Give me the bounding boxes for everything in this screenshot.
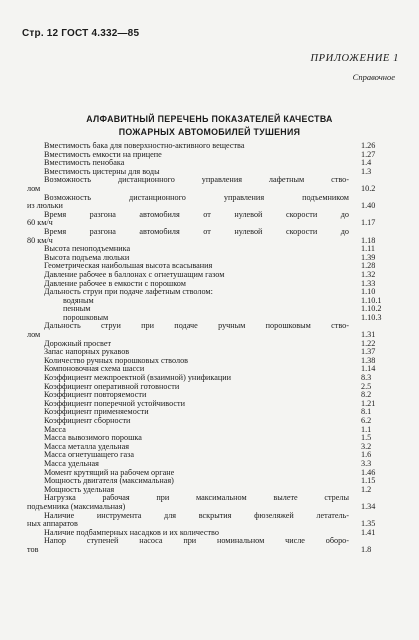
index-row [0,426,419,435]
index-row [0,460,419,469]
index-row-reference: 1.32 [361,269,376,279]
index-row [0,512,419,521]
index-row [0,391,419,400]
index-row-reference: 1.26 [361,141,376,150]
index-row-label: Мощность двигателя (максимальная) [44,477,174,486]
index-row [0,194,419,203]
appendix-title: ПРИЛОЖЕНИЕ 1 [310,53,399,64]
index-row [0,314,419,323]
index-row [0,176,419,185]
index-row [0,237,419,246]
index-row-label: Коэффициент сборности [44,417,131,425]
index-row [0,151,419,160]
index-row-label: Время разгона автомобиля от нулевой скорости до [44,210,349,219]
index-row-label: 80 км/ч [27,236,53,245]
index-row-reference: 3.2 [361,441,372,451]
index-row-label: Коэффициент применяемости [44,408,149,417]
index-row-label: Масса [44,425,66,434]
index-row [0,400,419,409]
index-row-reference: 1.17 [361,218,376,228]
index-row-label: Коэффициент оперативной готовности [44,382,180,391]
index-row [0,254,419,263]
index-row-label: лом [27,331,41,340]
index-row-reference: 6.2 [361,416,372,425]
index-row-label: лом [27,184,41,193]
index-row [0,331,419,340]
index-row-reference: 1.6 [361,450,372,460]
index-row [0,142,419,151]
index-row [0,297,419,306]
index-row [0,494,419,503]
index-row-reference: 1.31 [361,330,376,340]
index-row-reference: 1.10.1 [361,295,382,305]
index-row-label: Возможность дистанционного управления лафетным ство- [44,176,349,185]
index-row-label: Геометрическая наибольшая высота всасывания [44,262,213,271]
index-row-reference: 1.35 [361,519,376,529]
index-row-reference: 3.3 [361,458,372,468]
index-row-label: Момент крутящий на рабочем органе [44,468,175,477]
index-row-label: Коэффициент повторяемости [44,391,147,400]
index-row-label: Наличие подбамперных насадков и их количество [44,528,219,537]
index-row-reference: 2.5 [361,381,372,391]
index-row-label: Вместимость цистерны для воды [44,167,160,176]
document-title-line-2: ПОЖАРНЫХ АВТОМОБИЛЕЙ ТУШЕНИЯ [118,127,301,137]
index-row-reference: 1.8 [361,544,372,554]
index-row-reference: 1.39 [361,252,376,262]
index-row-label: Нагрузка рабочая при максимальном вылете стрелы [44,494,349,503]
index-row-reference: 8.3 [361,373,372,383]
index-row-label: Вместимость емкости на прицепе [44,150,162,159]
index-row [0,271,419,280]
index-row-label: из люльки [27,202,63,211]
index-row [0,228,419,237]
index-row-label: Дальность струи при подаче лафетным стволом: [44,288,213,297]
index-row-reference: 1.1 [361,424,372,434]
index-row-reference: 1.41 [361,527,376,537]
index-row-label: Мощность удельная [44,485,115,494]
index-row-reference: 1.46 [361,467,376,477]
index-row-reference: 1.10 [361,287,376,297]
index-row [0,305,419,314]
index-row [0,486,419,495]
index-row [0,365,419,374]
index-row-label: Коэффициент поперечной устойчивости [44,399,185,408]
index-row [0,357,419,366]
index-row-label: водяным [63,296,94,305]
index-list [0,142,419,555]
index-row [0,322,419,331]
appendix-subtitle: Справочное [352,72,395,82]
index-row-label: Компоновочная схема шасси [44,365,145,374]
index-row [0,348,419,357]
index-row [0,434,419,443]
index-row-reference: 1.28 [361,261,376,271]
index-row [0,288,419,297]
index-row [0,245,419,254]
index-row-reference: 1.11 [361,244,376,254]
index-row-label: Давление рабочее в емкости с порошком [44,279,186,288]
index-row-label: Возможность дистанционного управления подъемником [44,193,349,202]
index-row [0,503,419,512]
index-row [0,168,419,177]
index-row-reference: 1.3 [361,166,372,176]
index-row [0,529,419,538]
index-row [0,469,419,478]
index-row-label: Наличие инструмента для вскрытия фюзеляжей летатель- [44,511,349,520]
index-row [0,537,419,546]
index-row-reference: 1.33 [361,278,376,288]
index-row [0,202,419,211]
index-row-reference: 1.34 [361,501,376,511]
index-row [0,520,419,529]
index-row-reference: 1.38 [361,355,376,365]
index-row-label: Масса металла удельная [44,442,129,451]
index-row-label: Высота подъема люльки [44,253,130,262]
index-row-label: Масса огнетушащего газа [44,451,135,460]
index-row [0,185,419,194]
index-row-reference: 1.21 [361,398,376,408]
index-row-label: ных аппаратов [27,520,78,529]
index-row [0,546,419,555]
index-row-label: Напор ступеней насоса при номинальном числе оборо- [44,537,349,546]
index-row-label: тов [27,545,39,554]
index-row-reference: 1.2 [361,484,372,494]
page-header: Стр. 12 ГОСТ 4.332—85 [22,28,140,39]
index-row-label: 60 км/ч [27,219,53,228]
index-row-label: Время разгона автомобиля от нулевой скорости до [44,227,349,236]
index-row-reference: 8.2 [361,390,372,400]
index-row-label: Количество ручных порошковых стволов [44,356,189,365]
index-row-label: Дорожный просвет [44,339,112,348]
index-row [0,383,419,392]
index-row-reference: 1.27 [361,149,376,159]
index-row-reference: 1.22 [361,338,376,348]
index-row [0,374,419,383]
index-row-reference: 1.10.3 [361,312,382,322]
index-row-reference: 1.15 [361,476,376,486]
index-row [0,451,419,460]
index-row [0,408,419,417]
index-row-reference: 1.5 [361,433,372,443]
index-row [0,159,419,168]
index-row-label: Вместимость бака для поверхностно-активного вещества [44,142,245,150]
index-row-label: подъемника (максимальная) [27,502,126,511]
index-row-reference: 8.1 [361,407,372,417]
index-row [0,262,419,271]
index-row-reference: 1.37 [361,347,376,357]
index-row [0,280,419,289]
index-row-reference: 1.14 [361,364,376,374]
index-row [0,340,419,349]
index-row [0,211,419,220]
index-row-label: пенным [63,305,91,314]
index-row-label: Дальность струи при подаче ручным порошковым ство- [44,322,349,331]
index-row-label: Давление рабочее в баллонах с огнетушащим газом [44,270,225,279]
index-row [0,417,419,426]
index-row-label: Запас напорных рукавов [44,348,130,357]
index-row [0,443,419,452]
index-row-reference: 1.40 [361,201,376,211]
index-row-reference: 1.18 [361,235,376,245]
index-row-label: порошковым [63,313,109,322]
index-row-reference: 1.4 [361,158,372,168]
index-row-label: Масса вывозимого порошка [44,434,142,443]
index-row-label: Коэффициент межпроектной (взаимной) унификации [44,374,232,383]
index-row-label: Высота пеноподъемника [44,245,131,254]
index-row-reference: 1.10.2 [361,304,382,314]
index-row-label: Масса удельная [44,459,99,468]
index-row [0,219,419,228]
index-row [0,477,419,486]
index-row-reference: 10.2 [361,183,376,193]
index-row-label: Вместимость пенобака [44,159,125,168]
document-title-line-1: АЛФАВИТНЫЙ ПЕРЕЧЕНЬ ПОКАЗАТЕЛЕЙ КАЧЕСТВА [86,114,333,124]
